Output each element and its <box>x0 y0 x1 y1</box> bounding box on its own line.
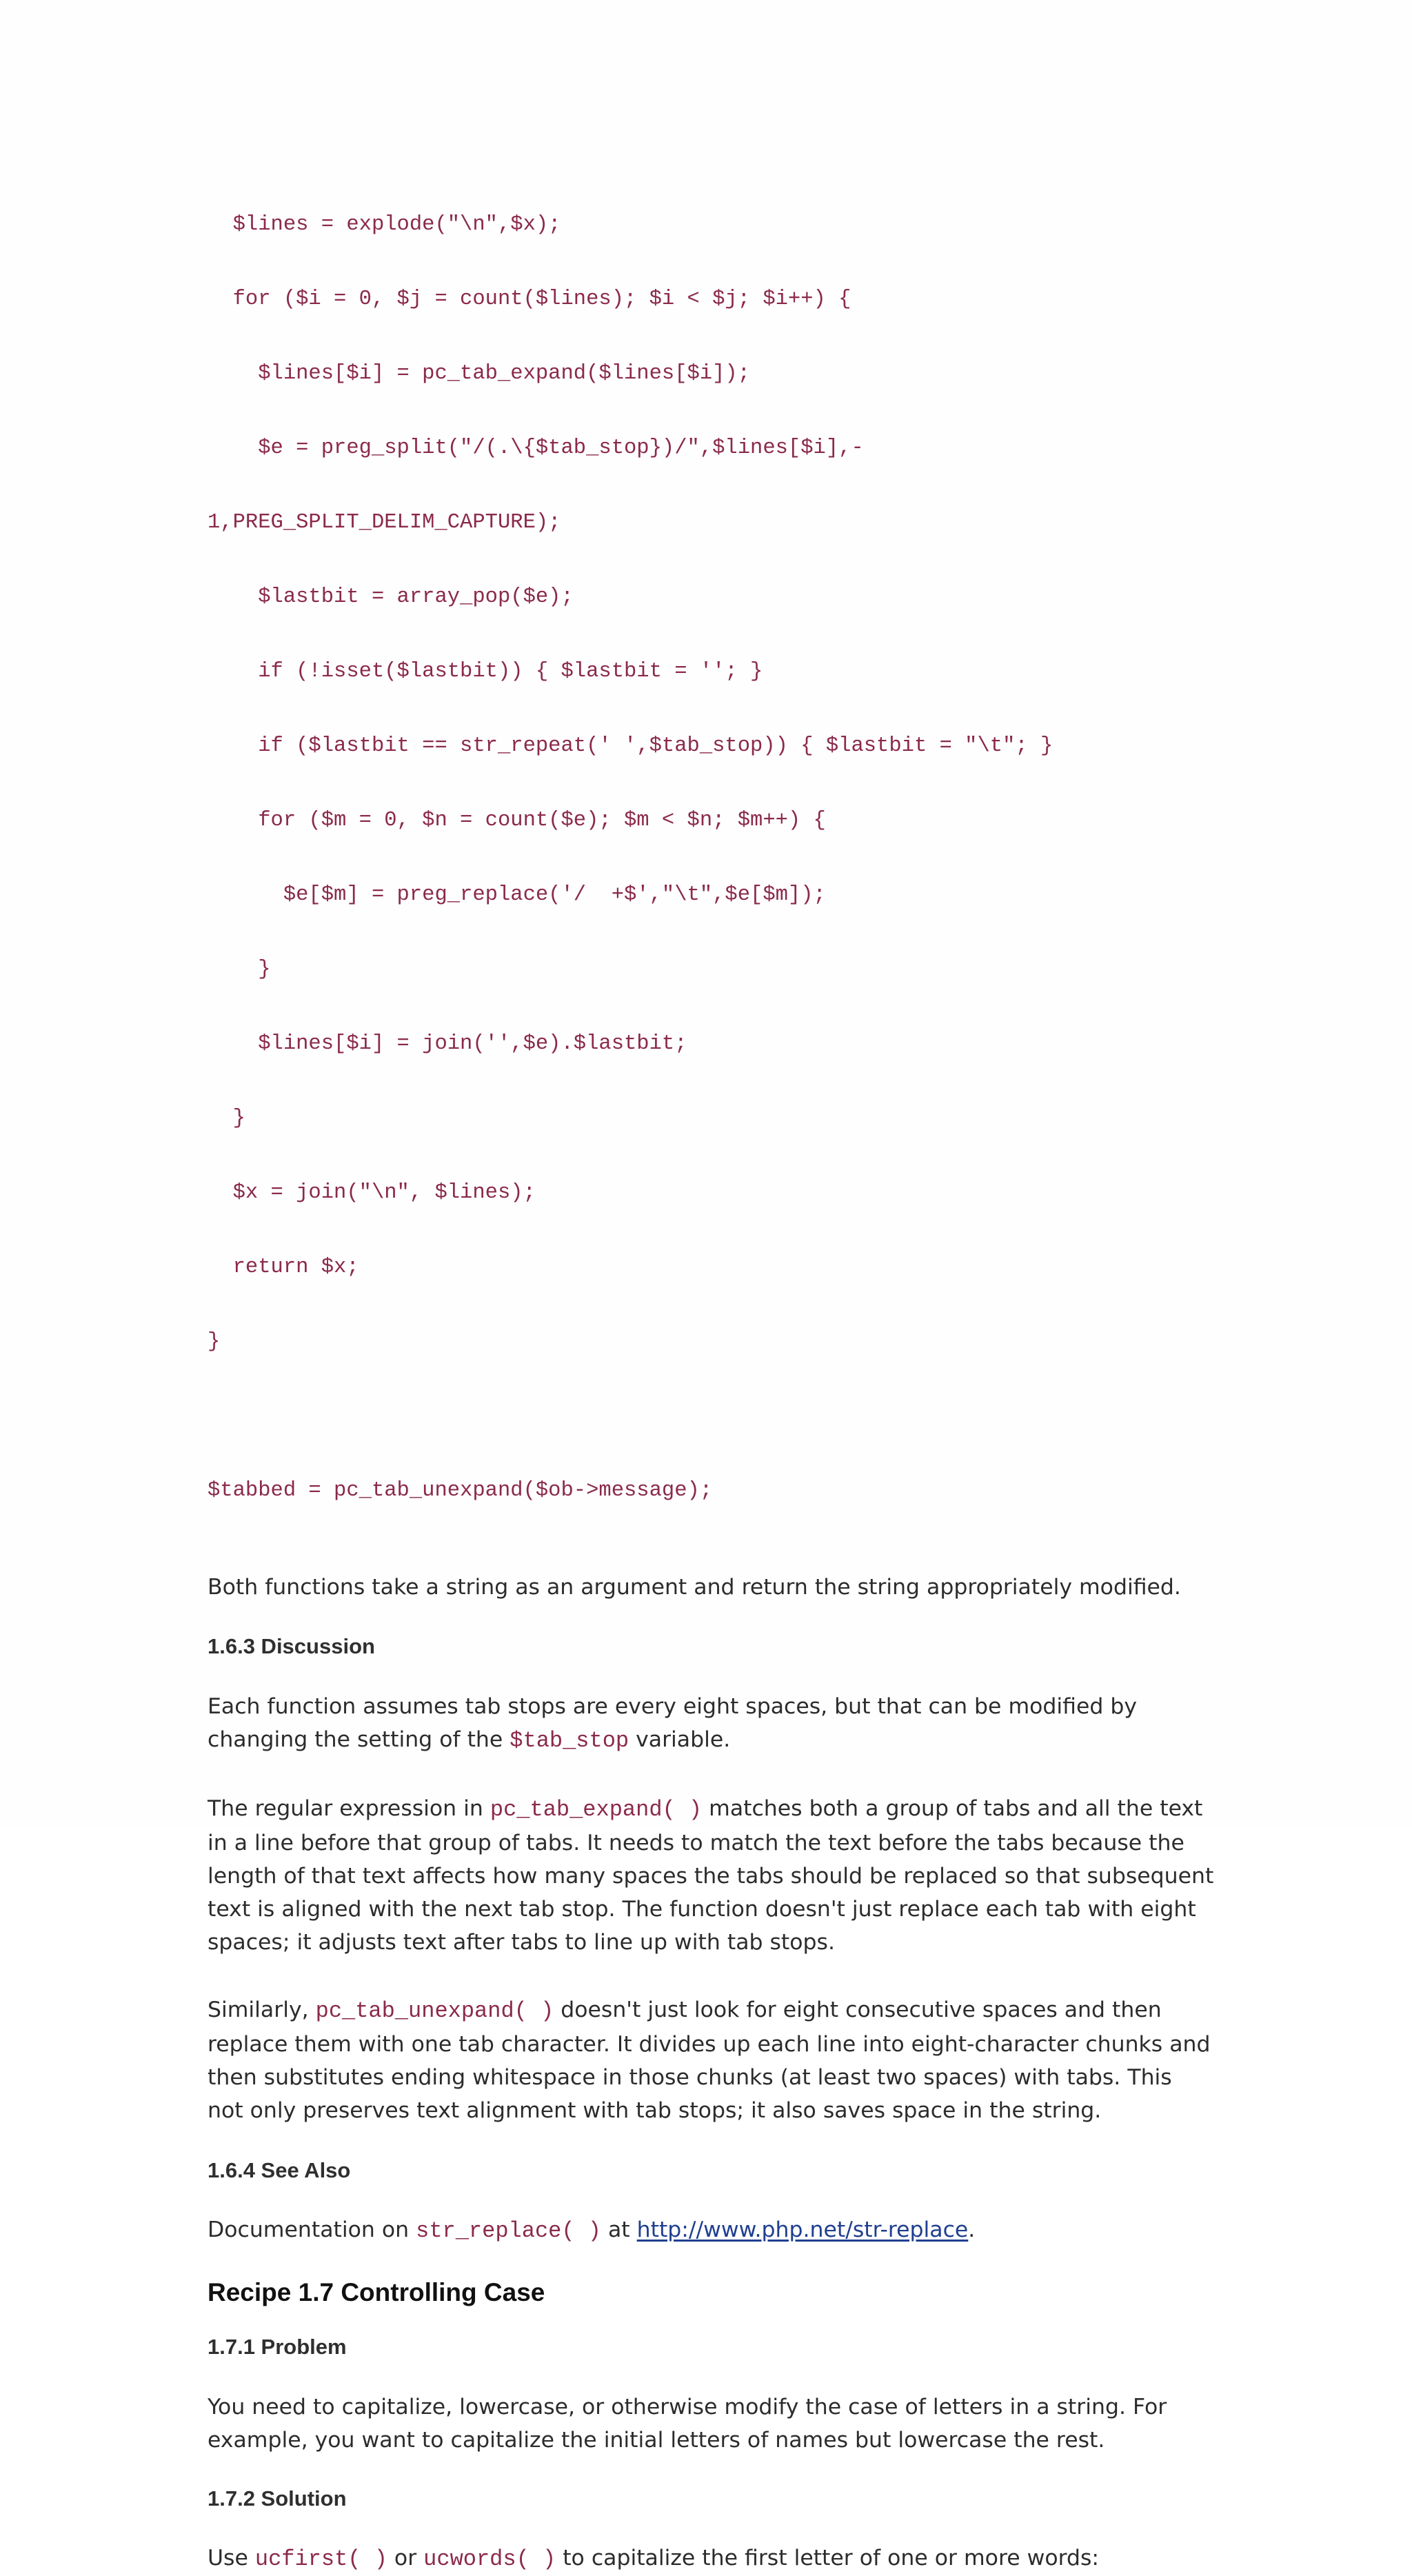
code-line: $lines[$i] = join('',$e).$lastbit; <box>208 1032 687 1056</box>
code-line: $lines[$i] = pc_tab_expand($lines[$i]); <box>208 362 751 385</box>
paragraph-text: to capitalize the first letter of one or more words: <box>556 2546 1100 2570</box>
paragraph-text: The regular expression in <box>208 1796 490 1821</box>
paragraph-problem: You need to capitalize, lowercase, or otherwise modify the case of letters in a string. For example, you want to capitalize the initial letters of names but lowercase the rest. <box>208 2395 1167 2453</box>
heading-discussion: 1.6.3 Discussion <box>208 1634 375 1658</box>
code-block-call <box>208 1429 1214 1553</box>
paragraph-text: Documentation on <box>208 2217 416 2242</box>
code-line: return $x; <box>208 1256 359 1279</box>
page-content <box>208 163 1214 2576</box>
code-line: $e[$m] = preg_replace('/ +$',"\t",$e[$m]); <box>208 883 826 907</box>
inline-code-str-replace: str_replace( ) <box>416 2218 601 2244</box>
paragraph-text: . <box>968 2217 976 2242</box>
code-line: for ($i = 0, $j = count($lines); $i < $j; $i++) { <box>208 288 851 311</box>
code-line: if (!isset($lastbit)) { $lastbit = ''; } <box>208 660 763 683</box>
paragraph-both-functions: Both functions take a string as an argument and return the string appropriately modified. <box>208 1575 1181 1600</box>
code-line: if ($lastbit == str_repeat(' ',$tab_stop)) { $lastbit = "\t"; } <box>208 734 1053 758</box>
heading-recipe-1-7: Recipe 1.7 Controlling Case <box>208 2278 545 2306</box>
code-line: $x = join("\n", $lines); <box>208 1181 536 1205</box>
code-line: $lines = explode("\n",$x); <box>208 213 561 237</box>
inline-code-ucfirst: ucfirst( ) <box>254 2546 387 2572</box>
code-line: } <box>208 1330 221 1354</box>
heading-see-also: 1.6.4 See Also <box>208 2158 351 2182</box>
code-line: for ($m = 0, $n = count($e); $m < $n; $m++) { <box>208 809 826 832</box>
paragraph-text: matches both a group of tabs and all the text in a line before that group of tabs. It needs to match the text before the tabs because the length of that text affects how many spaces the tabs should be replaced so that subsequent text is aligned with the next tab stop. The function doesn't just replace each tab with eight spaces; it adjusts text after tabs to line up with tab stops. <box>208 1796 1214 1955</box>
paragraph-text: at <box>601 2217 637 2242</box>
heading-solution: 1.7.2 Solution <box>208 2486 347 2510</box>
inline-code-pc-tab-expand: pc_tab_expand( ) <box>490 1797 703 1822</box>
inline-code-pc-tab-unexpand: pc_tab_unexpand( ) <box>315 1998 554 2024</box>
paragraph-text: or <box>387 2546 424 2570</box>
paragraph-documentation <box>208 2213 1214 2248</box>
paragraph-text: Similarly, <box>208 1998 316 2022</box>
code-line: } <box>208 958 271 981</box>
paragraph-use-ucfirst <box>208 2542 1214 2576</box>
inline-code-tab-stop: $tab_stop <box>510 1728 629 1753</box>
paragraph-text: variable. <box>629 1727 731 1752</box>
paragraph-tab-stops <box>208 1690 1214 1758</box>
inline-code-ucwords: ucwords( ) <box>423 2546 556 2572</box>
paragraph-text: doesn't just look for eight consecutive spaces and then replace them with one tab character. It divides up each line into eight-character chunks and then substitutes ending whitespace in those chunks (at least two spaces) with tabs. This not only preserves text alignment with tab stops; it also saves space in the string. <box>208 1998 1211 2123</box>
code-line: $tabbed = pc_tab_unexpand($ob->message); <box>208 1479 713 1502</box>
code-block-tab-unexpand <box>208 163 1214 1404</box>
heading-problem: 1.7.1 Problem <box>208 2335 347 2359</box>
php-str-replace-link[interactable]: http://www.php.net/str-replace <box>636 2217 969 2242</box>
code-line: 1,PREG_SPLIT_DELIM_CAPTURE); <box>208 511 561 534</box>
paragraph-regex <box>208 1792 1214 1959</box>
paragraph-text: Use <box>208 2546 255 2570</box>
code-line: $lastbit = array_pop($e); <box>208 585 574 609</box>
paragraph-text: Each function assumes tab stops are every eight spaces, but that can be modified by changing the setting of the <box>208 1694 1138 1752</box>
code-line: } <box>208 1107 245 1130</box>
code-line: $e = preg_split("/(.\{$tab_stop})/",$lines[$i],- <box>208 436 864 460</box>
paragraph-similarly <box>208 1993 1214 2127</box>
